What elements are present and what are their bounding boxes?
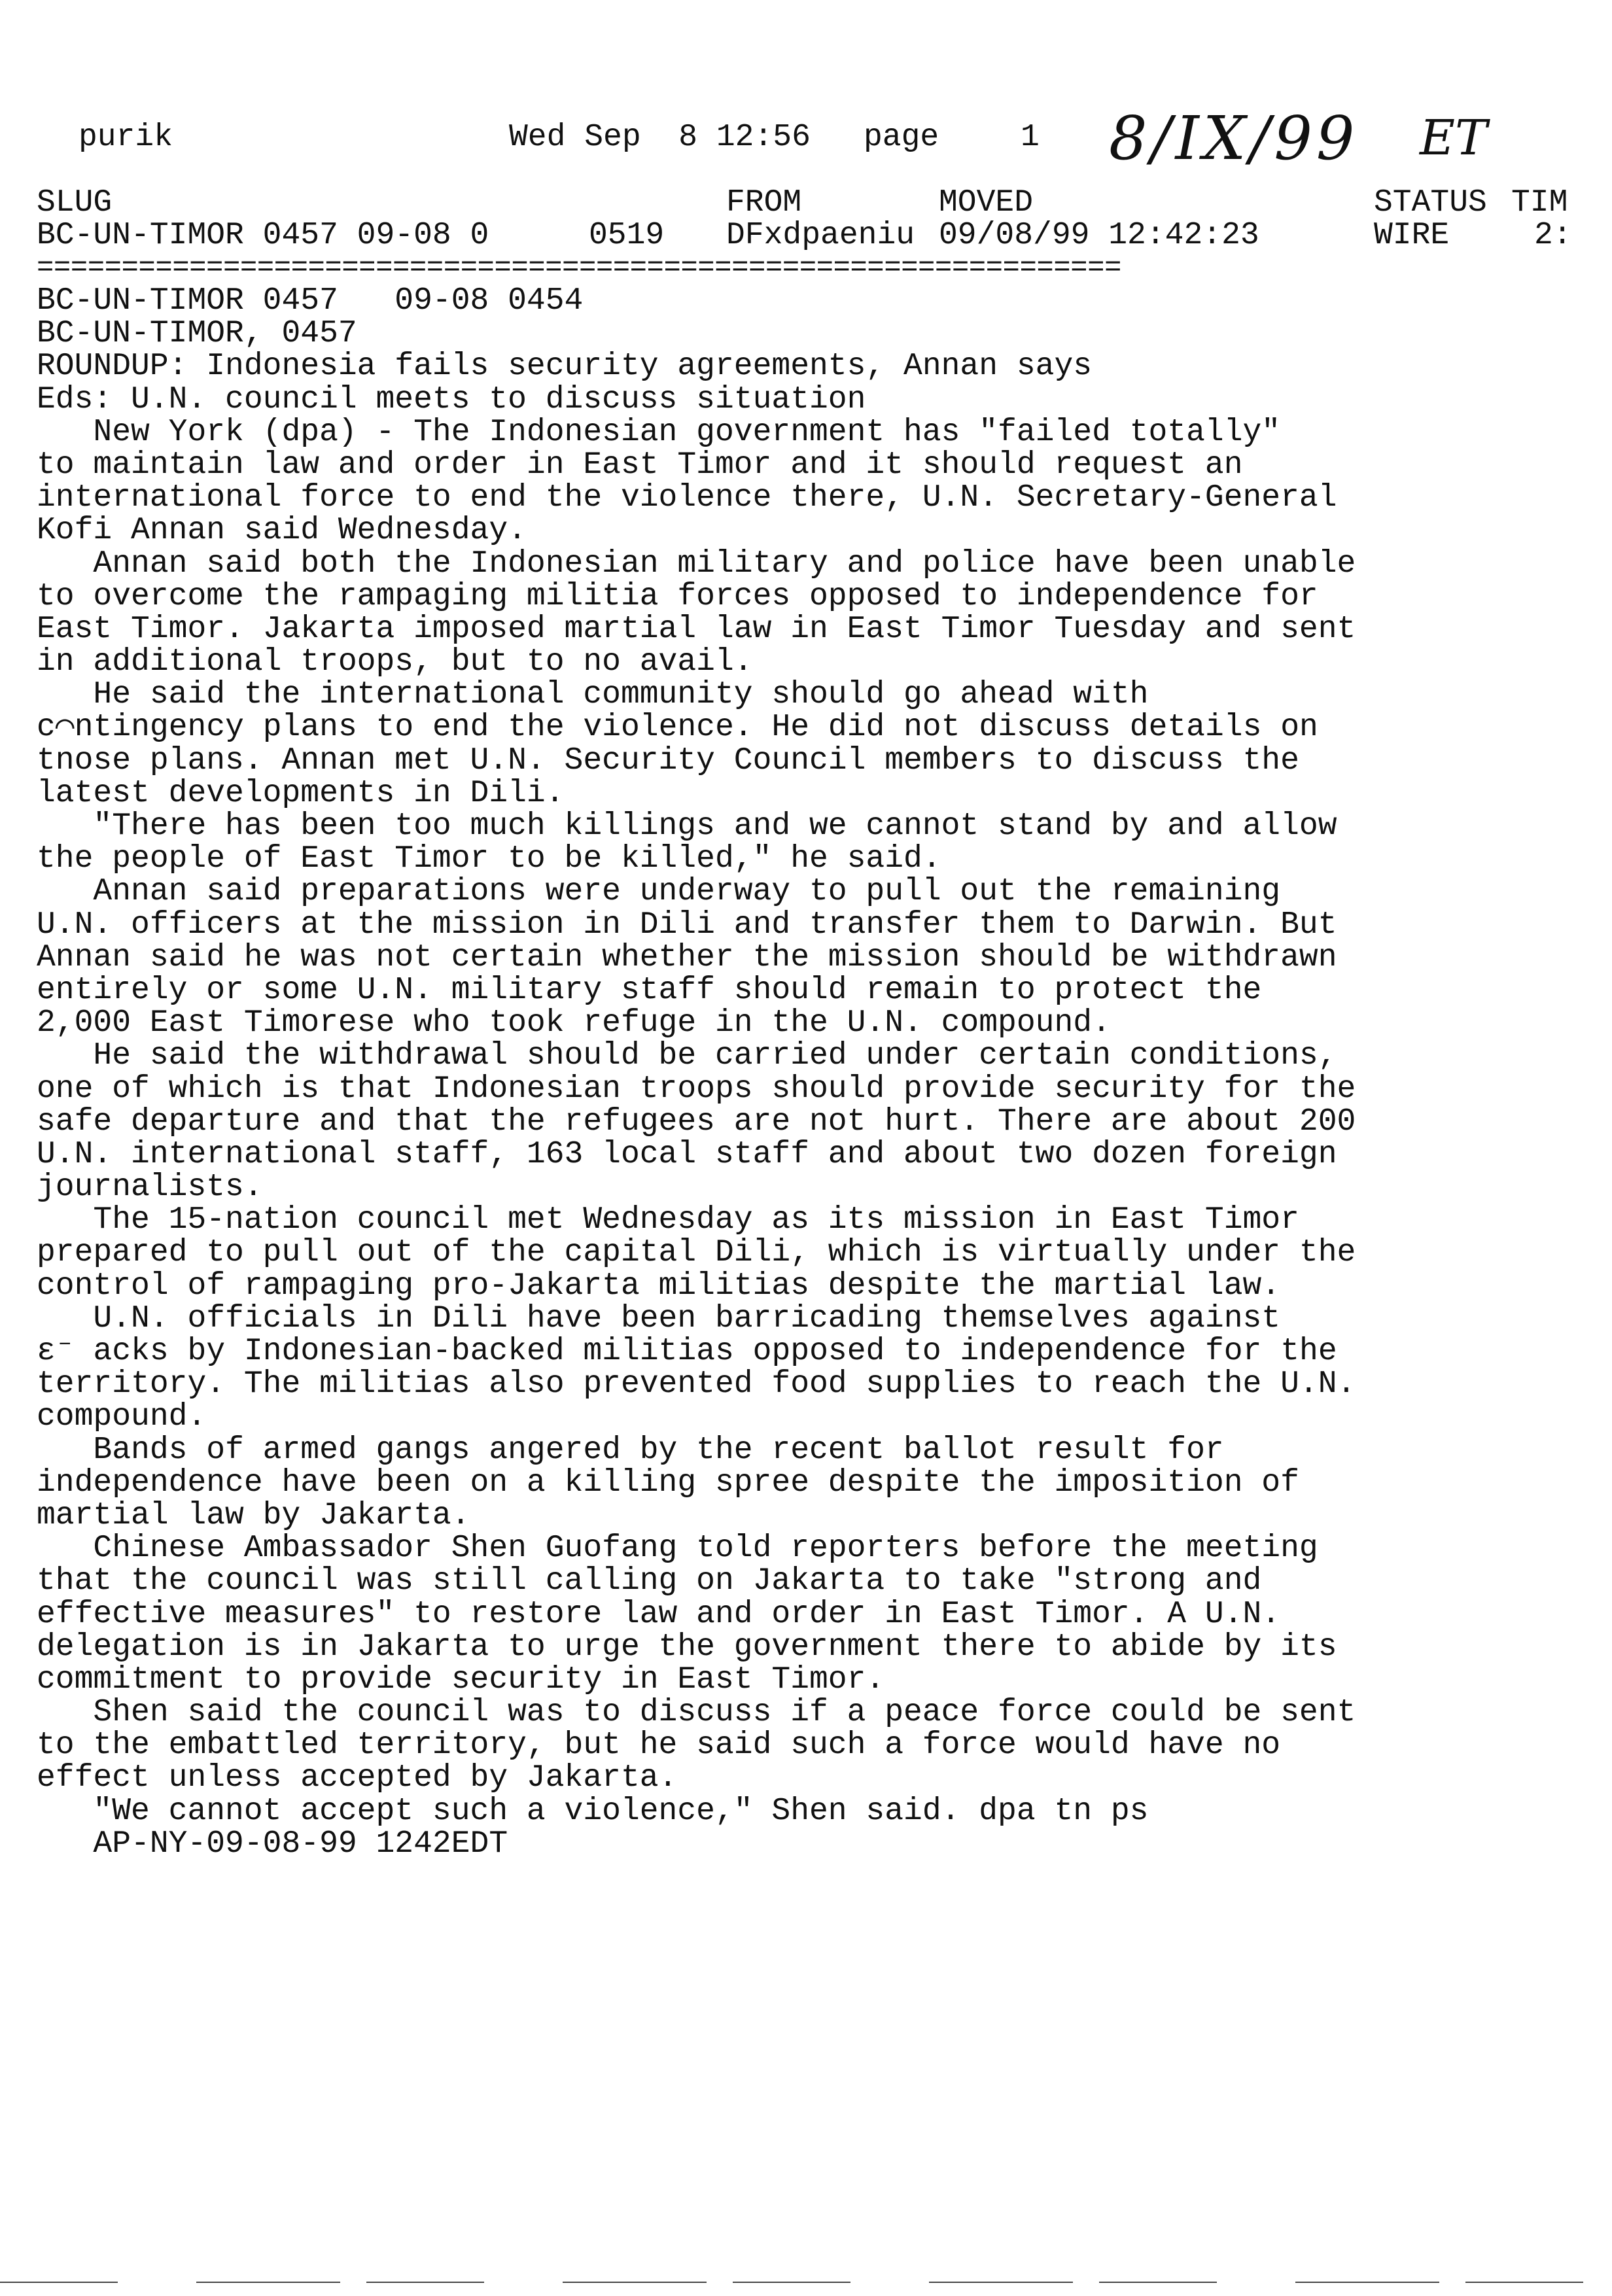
column-tim-label: TIM — [1511, 185, 1568, 220]
story-line: 2,000 East Timorese who took refuge in the U.N. compound. — [37, 1005, 1111, 1041]
story-line: one of which is that Indonesian troops should provide security for the — [37, 1071, 1356, 1107]
story-line: international force to end the violence there, U.N. Secretary-General — [37, 480, 1337, 516]
story-line: to overcome the rampaging militia forces opposed to independence for — [37, 578, 1318, 614]
header-user: purik — [79, 120, 173, 155]
story-line: to maintain law and order in East Timor and it should request an — [37, 447, 1243, 483]
record-tim: 2: — [1534, 218, 1572, 253]
story-line: c⌒ntingency plans to end the violence. He did not discuss details on — [37, 710, 1318, 746]
column-moved-label: MOVED — [939, 185, 1034, 220]
story-line: U.N. international staff, 163 local staff and about two dozen foreign — [37, 1136, 1337, 1172]
header-page-label: page — [864, 120, 939, 155]
story-line: He said the international community should go ahead with — [37, 677, 1149, 713]
record-moved: 09/08/99 12:42:23 — [939, 218, 1259, 253]
page-bottom-edge — [0, 2282, 1612, 2283]
story-line: the people of East Timor to be killed," he said. — [37, 841, 941, 877]
story-line: ε⁻ acks by Indonesian-backed militias opposed to independence for the — [37, 1334, 1337, 1369]
story-line: tnose plans. Annan met U.N. Security Council members to discuss the — [37, 742, 1299, 778]
story-line: Eds: U.N. council meets to discuss situation — [37, 381, 866, 417]
story-line: journalists. — [37, 1170, 263, 1206]
story-line: BC-UN-TIMOR 0457 09-08 0454 — [37, 283, 584, 319]
story-line: Bands of armed gangs angered by the recent ballot result for — [37, 1432, 1224, 1468]
column-slug-label: SLUG — [37, 185, 113, 220]
column-from-label: FROM — [726, 185, 802, 220]
story-line: safe departure and that the refugees are not hurt. There are about 200 — [37, 1104, 1356, 1139]
story-line: control of rampaging pro-Jakarta militias despite the martial law. — [37, 1268, 1281, 1304]
story-line: entirely or some U.N. military staff should remain to protect the — [37, 972, 1262, 1008]
handwritten-initials: ET — [1420, 110, 1488, 166]
story-line: compound. — [37, 1399, 207, 1435]
story-line: that the council was still calling on Jakarta to take "strong and — [37, 1563, 1262, 1599]
story-line: independence have been on a killing spree despite the imposition of — [37, 1465, 1299, 1501]
story-line: effect unless accepted by Jakarta. — [37, 1760, 678, 1796]
story-line: U.N. officials in Dili have been barricading themselves against — [37, 1300, 1281, 1336]
story-line: prepared to pull out of the capital Dili, which is virtually under the — [37, 1235, 1356, 1271]
header-datetime: Wed Sep 8 12:56 — [509, 120, 811, 155]
story-line: East Timor. Jakarta imposed martial law in East Timor Tuesday and sent — [37, 611, 1356, 647]
story-line: AP-NY-09-08-99 1242EDT — [37, 1826, 508, 1862]
story-line: Annan said both the Indonesian military and police have been unable — [37, 546, 1356, 582]
story-line: commitment to provide security in East Timor. — [37, 1661, 885, 1697]
column-status-label: STATUS — [1374, 185, 1487, 220]
record-status: WIRE — [1374, 218, 1450, 253]
story-line: Kofi Annan said Wednesday. — [37, 513, 527, 549]
story-line: "There has been too much killings and we cannot stand by and allow — [37, 809, 1337, 844]
story-line: New York (dpa) - The Indonesian government has "failed totally" — [37, 414, 1281, 450]
handwritten-date: 8/IX/99 — [1109, 103, 1359, 173]
record-slug: BC-UN-TIMOR 0457 09-08 0 — [37, 218, 489, 253]
story-line: Annan said he was not certain whether the mission should be withdrawn — [37, 939, 1337, 975]
story-line: U.N. officers at the mission in Dili and transfer them to Darwin. But — [37, 907, 1337, 943]
story-line: delegation is in Jakarta to urge the government there to abide by its — [37, 1629, 1337, 1665]
story-line: in additional troops, but to no avail. — [37, 644, 753, 680]
story-line: Chinese Ambassador Shen Guofang told reporters before the meeting — [37, 1531, 1318, 1567]
record-number: 0519 — [589, 218, 665, 253]
story-line: ROUNDUP: Indonesia fails security agreements, Annan says — [37, 349, 1093, 385]
story-line: territory. The militias also prevented food supplies to reach the U.N. — [37, 1366, 1356, 1402]
story-line: to the embattled territory, but he said such a force would have no — [37, 1728, 1281, 1764]
story-line: "We cannot accept such a violence," Shen said. dpa tn ps — [37, 1793, 1149, 1829]
record-from: DFxdpaeniu — [726, 218, 915, 253]
story-line: He said the withdrawal should be carried under certain conditions, — [37, 1038, 1337, 1074]
story-line: Annan said preparations were underway to pull out the remaining — [37, 874, 1281, 910]
story-line: effective measures" to restore law and order in East Timor. A U.N. — [37, 1596, 1281, 1632]
story-line: latest developments in Dili. — [37, 775, 565, 811]
separator-rule: ================================================================ — [37, 258, 1121, 278]
header-page-number: 1 — [1021, 120, 1040, 155]
story-line: BC-UN-TIMOR, 0457 — [37, 316, 357, 352]
story-body — [37, 285, 1581, 1860]
story-line: Shen said the council was to discuss if a peace force could be sent — [37, 1695, 1356, 1731]
story-line: The 15-nation council met Wednesday as its mission in East Timor — [37, 1202, 1299, 1238]
story-line: martial law by Jakarta. — [37, 1497, 470, 1533]
